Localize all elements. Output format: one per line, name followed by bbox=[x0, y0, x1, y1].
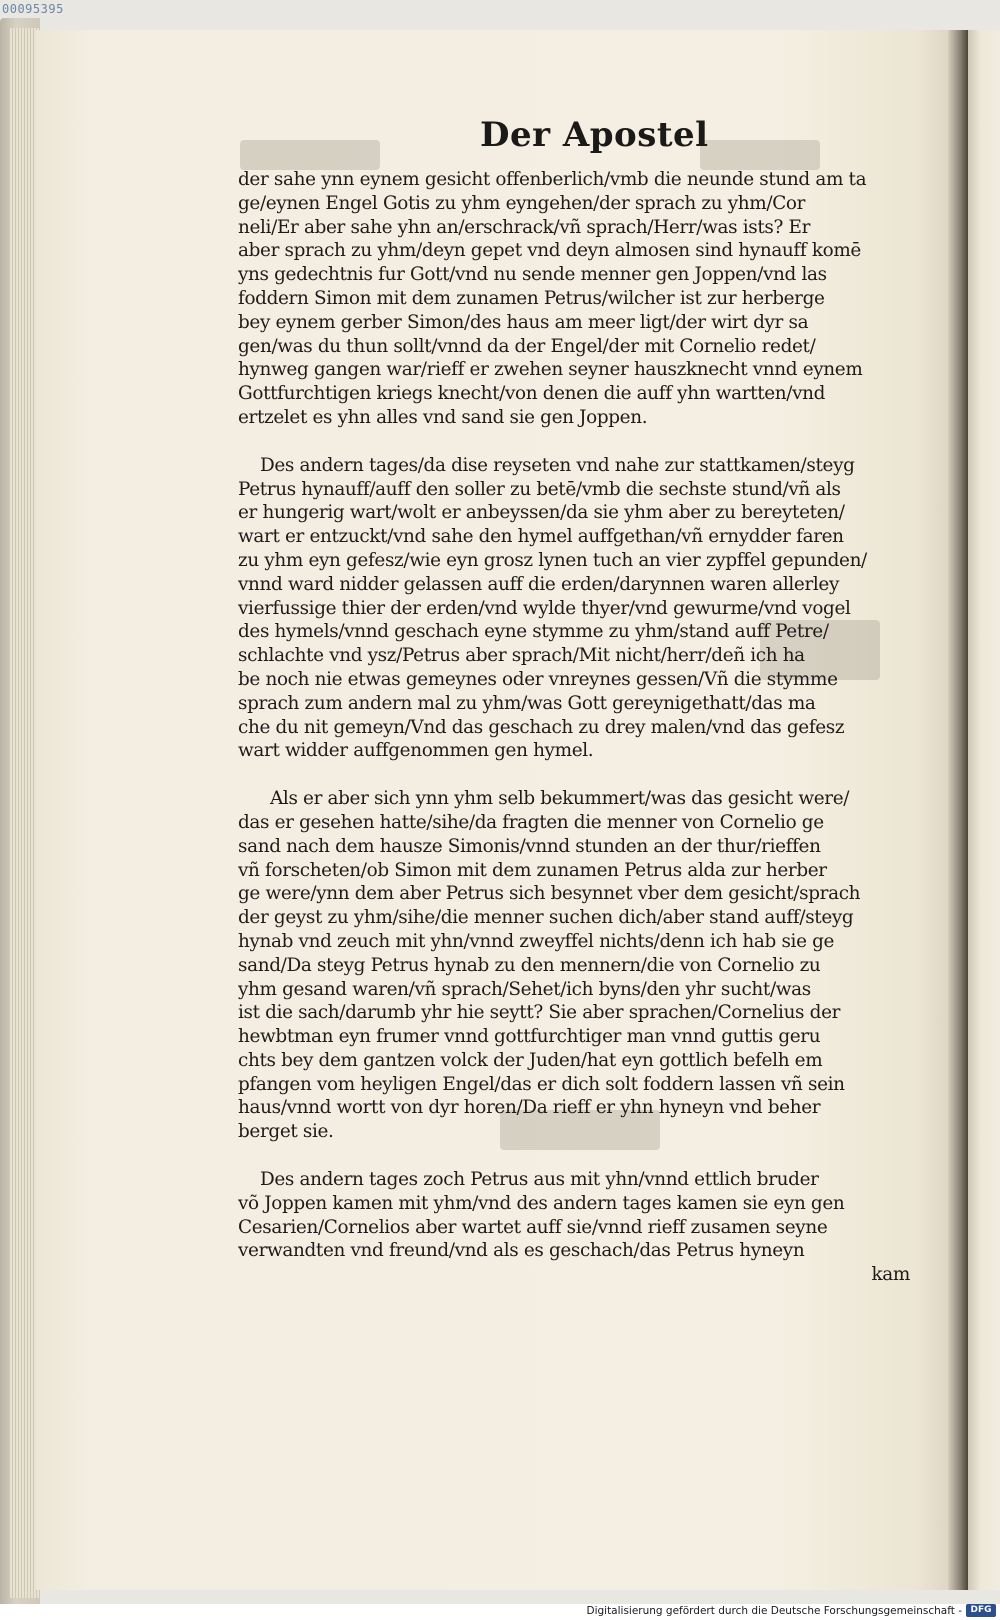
text-line: der geyst zu yhm/sihe/die menner suchen dich/aber stand auff/steyg bbox=[238, 907, 854, 929]
text-line: yhm gesand waren/vñ sprach/Sehet/ich byns/den yhr sucht/was bbox=[238, 978, 811, 1000]
text-line: er hungerig wart/wolt er anbeyssen/da sie yhm aber zu bereyteten/ bbox=[238, 502, 845, 524]
text-line: Gottfurchtigen kriegs knecht/von denen die auff yhn wartten/vnd bbox=[238, 383, 826, 405]
text-line: che du nit gemeyn/Vnd das geschach zu drey malen/vnd das gefesz bbox=[238, 716, 845, 738]
text-line: wart er entzuckt/vnd sahe den hymel auffgethan/vñ ernydder faren bbox=[238, 526, 844, 548]
text-line: pfangen vom heyligen Engel/das er dich solt foddern lassen vñ sein bbox=[238, 1073, 845, 1095]
text-line: der sahe ynn eynem gesicht offenberlich/vmb die neunde stund am ta bbox=[238, 169, 867, 190]
reference-id: 00095395 bbox=[2, 2, 64, 16]
text-line: chts bey dem gantzen volck der Juden/hat eyn gottlich befelh em bbox=[238, 1049, 823, 1071]
text-line: gen/was du thun sollt/vnnd da der Engel/der mit Cornelio redet/ bbox=[238, 335, 816, 357]
funding-notice: Digitalisierung gefördert durch die Deutsche Forschungsgemeinschaft - bbox=[586, 1605, 962, 1617]
text-line: yns gedechtnis fur Gott/vnd nu sende menner gen Joppen/vnd las bbox=[238, 264, 827, 286]
text-line: zu yhm eyn gefesz/wie eyn grosz lynen tuch an vier zypffel gepunden/ bbox=[238, 549, 867, 571]
text-line: vñ forscheten/ob Simon mit dem zunamen Petrus alda zur herber bbox=[238, 859, 827, 881]
text-line: haus/vnnd wortt von dyr horen/Da rieff er yhn hyneyn vnd beher bbox=[238, 1097, 821, 1119]
text-line: be noch nie etwas gemeynes oder vnreynes gessen/Vñ die stymme bbox=[238, 668, 838, 690]
text-line: das er gesehen hatte/sihe/da fragten die menner von Cornelio ge bbox=[238, 811, 824, 833]
book-gutter bbox=[948, 30, 970, 1590]
dfg-logo: DFG bbox=[966, 1604, 996, 1617]
text-line: berget sie. bbox=[238, 1121, 334, 1143]
text-line: ertzelet es yhn alles vnd sand sie gen Joppen. bbox=[238, 406, 648, 428]
show-through-mark bbox=[240, 140, 380, 170]
text-line: hynab vnd zeuch mit yhn/vnnd zweyffel nichts/denn ich hab sie ge bbox=[238, 930, 835, 952]
catchword: kam bbox=[871, 1264, 910, 1286]
text-line: aber sprach zu yhm/deyn gepet vnd deyn almosen sind hynauff komē bbox=[238, 240, 861, 262]
text-line: Petrus hynauff/auff den soller zu betē/vmb die sechste stund/vñ als bbox=[238, 478, 841, 500]
text-line: sand/Da steyg Petrus hynab zu den mennern/die von Cornelio zu bbox=[238, 954, 821, 976]
text-line: foddern Simon mit dem zunamen Petrus/wilcher ist zur herberge bbox=[238, 287, 825, 309]
adjacent-page-edge bbox=[968, 30, 1000, 1590]
text-line: Cesarien/Cornelios aber wartet auff sie/vnnd rieff zusamen seyne bbox=[238, 1216, 828, 1238]
text-line: Des andern tages/da dise reyseten vnd nahe zur stattkamen/steyg bbox=[260, 454, 855, 476]
text-line: des hymels/vnnd geschach eyne stymme zu yhm/stand auff Petre/ bbox=[238, 621, 829, 643]
text-line: wart widder auffgenommen gen hymel. bbox=[238, 740, 594, 762]
paragraph bbox=[238, 787, 910, 1144]
text-line: hynweg gangen war/rieff er zwehen seyner hauszknecht vnnd eynem bbox=[238, 359, 863, 381]
text-line: vierfussige thier der erden/vnd wylde thyer/vnd gewurme/vnd vogel bbox=[238, 597, 851, 619]
text-line: schlachte vnd ysz/Petrus aber sprach/Mit nicht/herr/deñ ich ha bbox=[238, 645, 805, 667]
text-line: bey eynem gerber Simon/des haus am meer ligt/der wirt dyr sa bbox=[238, 311, 809, 333]
text-line: hewbtman eyn frumer vnnd gottfurchtiger man vnnd guttis geru bbox=[238, 1026, 821, 1048]
text-line: ge/eynen Engel Gotis zu yhm eyngehen/der sprach zu yhm/Cor bbox=[238, 192, 806, 214]
text-line: Als er aber sich ynn yhm selb bekummert/was das gesicht were/ bbox=[270, 788, 850, 810]
text-line: sand nach dem hausze Simonis/vnnd stunden an der thur/rieffen bbox=[238, 835, 821, 857]
running-heading: Der Apostel bbox=[480, 115, 709, 155]
text-line: ge were/ynn dem aber Petrus sich besynnet vber dem gesicht/sprach bbox=[238, 883, 861, 905]
text-line: vnnd ward nidder gelassen auff die erden/darynnen waren allerley bbox=[238, 573, 839, 595]
text-line: sprach zum andern mal zu yhm/was Gott gereynigethatt/das ma bbox=[238, 692, 816, 714]
text-line: neli/Er aber sahe yhn an/erschrack/vñ sprach/Herr/was ists? Er bbox=[238, 216, 811, 238]
text-line: ist die sach/darumb yhr hie seytt? Sie aber sprachen/Cornelius der bbox=[238, 1002, 841, 1024]
paragraph bbox=[238, 168, 910, 430]
paragraph bbox=[238, 454, 910, 763]
body-text bbox=[238, 168, 910, 1287]
text-line: Des andern tages zoch Petrus aus mit yhn/vnnd ettlich bruder bbox=[260, 1169, 819, 1191]
text-line: verwandten vnd freund/vnd als es geschach/das Petrus hyneyn bbox=[238, 1240, 805, 1262]
paragraph bbox=[238, 1168, 910, 1287]
text-line: võ Joppen kamen mit yhm/vnd des andern tages kamen sie eyn gen bbox=[238, 1192, 845, 1214]
